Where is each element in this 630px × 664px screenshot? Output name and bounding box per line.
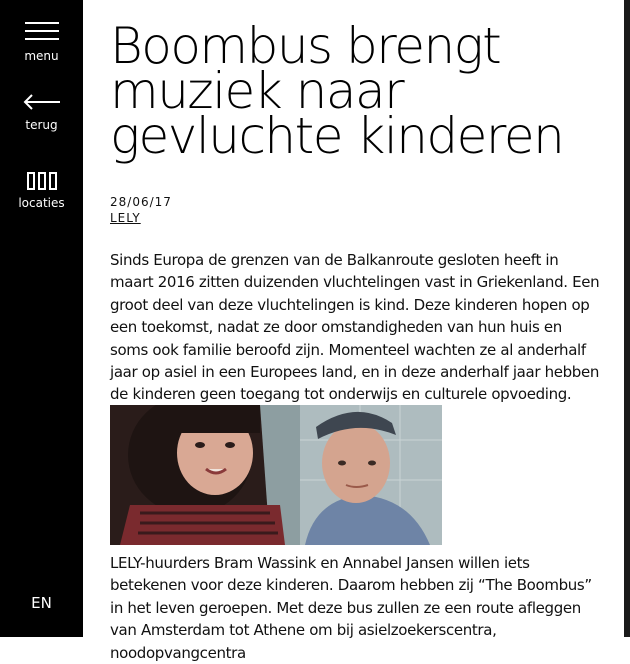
hamburger-menu-icon	[25, 22, 59, 40]
locations-label: locaties	[18, 196, 65, 210]
menu-label: menu	[24, 49, 59, 63]
scrollbar[interactable]	[624, 0, 630, 637]
back-button[interactable]	[0, 94, 83, 132]
language-switch[interactable]: EN	[31, 594, 52, 612]
locations-button[interactable]	[0, 172, 83, 210]
article-title: Boombus brengt muziek naar gevluchte kinderen	[110, 17, 564, 165]
menu-button[interactable]	[0, 22, 83, 63]
arrow-left-icon	[23, 94, 61, 110]
article-paragraph: LELY-huurders Bram Wassink en Annabel Jansen willen iets betekenen voor deze kinderen. Daarom hebben zij “The Boombus” in het leven geroepen. Met deze bus zullen ze een route afleggen van Amsterdam tot Athene om bij asielzoekerscentra, noodopvangcentra	[110, 554, 592, 662]
back-label: terug	[25, 118, 58, 132]
photo-illustration	[110, 405, 442, 545]
sidebar	[0, 0, 83, 637]
article-photo	[110, 405, 442, 545]
article-paragraph: Sinds Europa de grenzen van de Balkanroute gesloten heeft in maart 2016 zitten duizenden vluchtelingen vast in Griekenland. Een groot deel van deze vluchtelingen is kind. Deze kinderen hopen op een toekomst, nadat ze door omstandigheden van hun huis en soms ook familie beroofd zijn. Momenteel wachten ze al anderhalf jaar op asiel in een Europees land, en in deze anderhalf jaar hebben de kinderen geen toegang tot onderwijs en culturele opvoeding.	[110, 251, 600, 404]
article-date: 28/06/17	[110, 195, 172, 209]
article-author-link[interactable]: LELY	[110, 211, 141, 225]
columns-icon	[27, 172, 57, 190]
